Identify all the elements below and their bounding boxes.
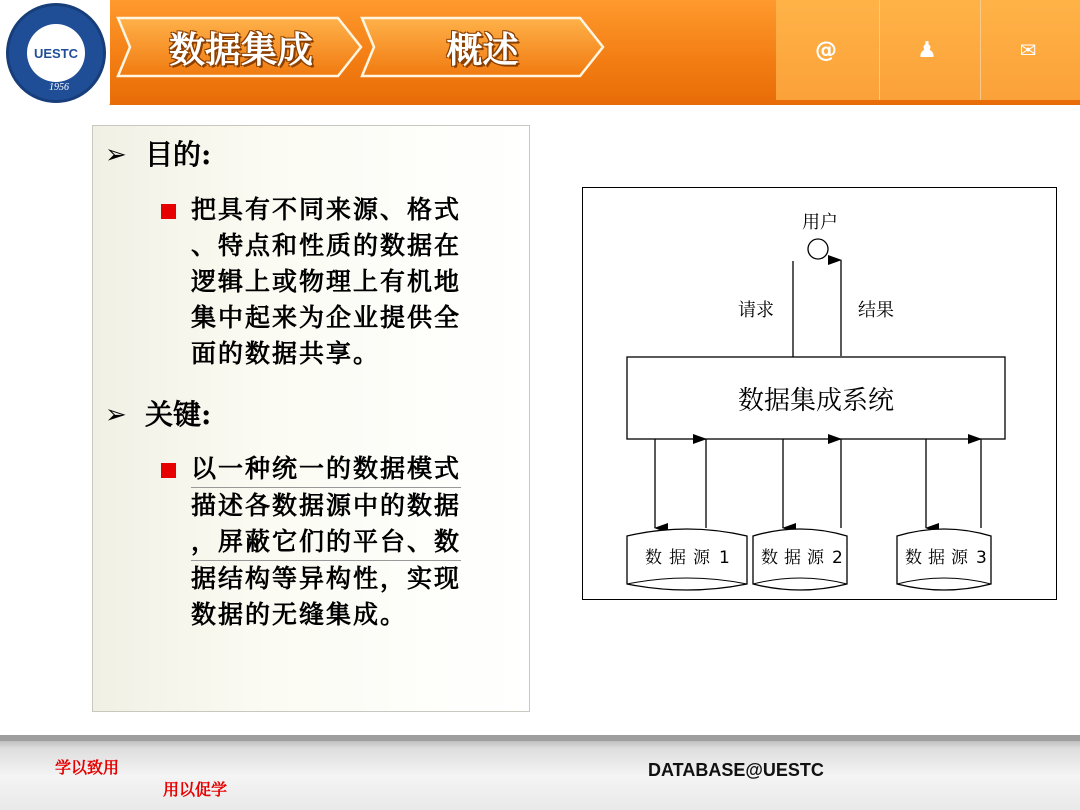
text-line: 描述各数据源中的数据: [191, 491, 462, 520]
user-label: 用户: [802, 212, 838, 233]
data-source-2: [753, 529, 847, 590]
source-char: 数: [645, 548, 662, 568]
person-icon[interactable]: ♟: [917, 37, 937, 63]
source-char: 源: [807, 548, 824, 568]
section-purpose: [105, 138, 211, 172]
logo-text: UESTC: [33, 45, 79, 61]
source-char: 源: [951, 548, 968, 568]
source-char: 据: [784, 548, 801, 568]
result-label: 结果: [858, 300, 894, 321]
text-line: 以一种统一的数据模式: [191, 451, 461, 488]
slogan-line-1: 学以致用: [55, 758, 120, 777]
source-char: 数: [761, 548, 778, 568]
arrow-bullet-icon: ➢: [105, 140, 127, 170]
text-line: 、特点和性质的数据在: [191, 231, 462, 260]
diagram-canvas: [583, 188, 1058, 601]
footer-bar: [0, 735, 1080, 810]
at-icon[interactable]: @: [815, 37, 837, 63]
integration-diagram: [582, 187, 1057, 600]
source-index: 1: [719, 548, 730, 568]
arrow-bullet-icon: ➢: [105, 400, 127, 430]
request-label: 请求: [738, 300, 774, 321]
section-key: [105, 398, 211, 432]
tab-label: 概述: [446, 29, 519, 71]
source-index: 2: [832, 548, 843, 568]
key-paragraph: [191, 451, 461, 633]
text-line: 逻辑上或物理上有机地: [191, 267, 462, 296]
text-line: 数据的无缝集成。: [191, 600, 408, 629]
section-title: 目的:: [145, 138, 212, 171]
square-bullet-icon: [161, 204, 176, 219]
footer-divider: [0, 735, 1080, 741]
user-node: [808, 239, 828, 259]
logo-center: [27, 24, 85, 82]
text-line: 面的数据共享。: [191, 339, 381, 368]
slogan-line-2: 用以促学: [163, 780, 228, 799]
tab-data-integration[interactable]: [116, 16, 364, 78]
logo-area: [0, 0, 110, 110]
source-char: 源: [693, 548, 710, 568]
text-line: ，屏蔽它们的平台、数: [191, 524, 461, 561]
system-label: 数据集成系统: [737, 386, 895, 416]
source-char: 数: [905, 548, 922, 568]
text-line: 集中起来为企业提供全: [191, 303, 462, 332]
content-panel: [92, 125, 530, 712]
university-logo: [6, 3, 106, 103]
site-label: DATABASE@UESTC: [648, 760, 824, 780]
source-index: 3: [976, 548, 987, 568]
tab-label: 数据集成: [168, 29, 313, 71]
source-char: 据: [669, 548, 686, 568]
text-line: 据结构等异构性，实现: [191, 564, 462, 593]
data-source-1: [627, 529, 747, 590]
tab-overview[interactable]: [360, 16, 606, 78]
text-line: 把具有不同来源、格式: [191, 195, 462, 224]
source-char: 据: [928, 548, 945, 568]
header-icon-bar: [776, 0, 1080, 100]
mail-icon[interactable]: ✉: [1019, 38, 1037, 62]
purpose-paragraph: [191, 192, 461, 372]
data-source-3: [897, 529, 991, 590]
section-title: 关键:: [145, 398, 212, 431]
square-bullet-icon: [161, 463, 176, 478]
logo-year: 1956: [49, 82, 69, 93]
